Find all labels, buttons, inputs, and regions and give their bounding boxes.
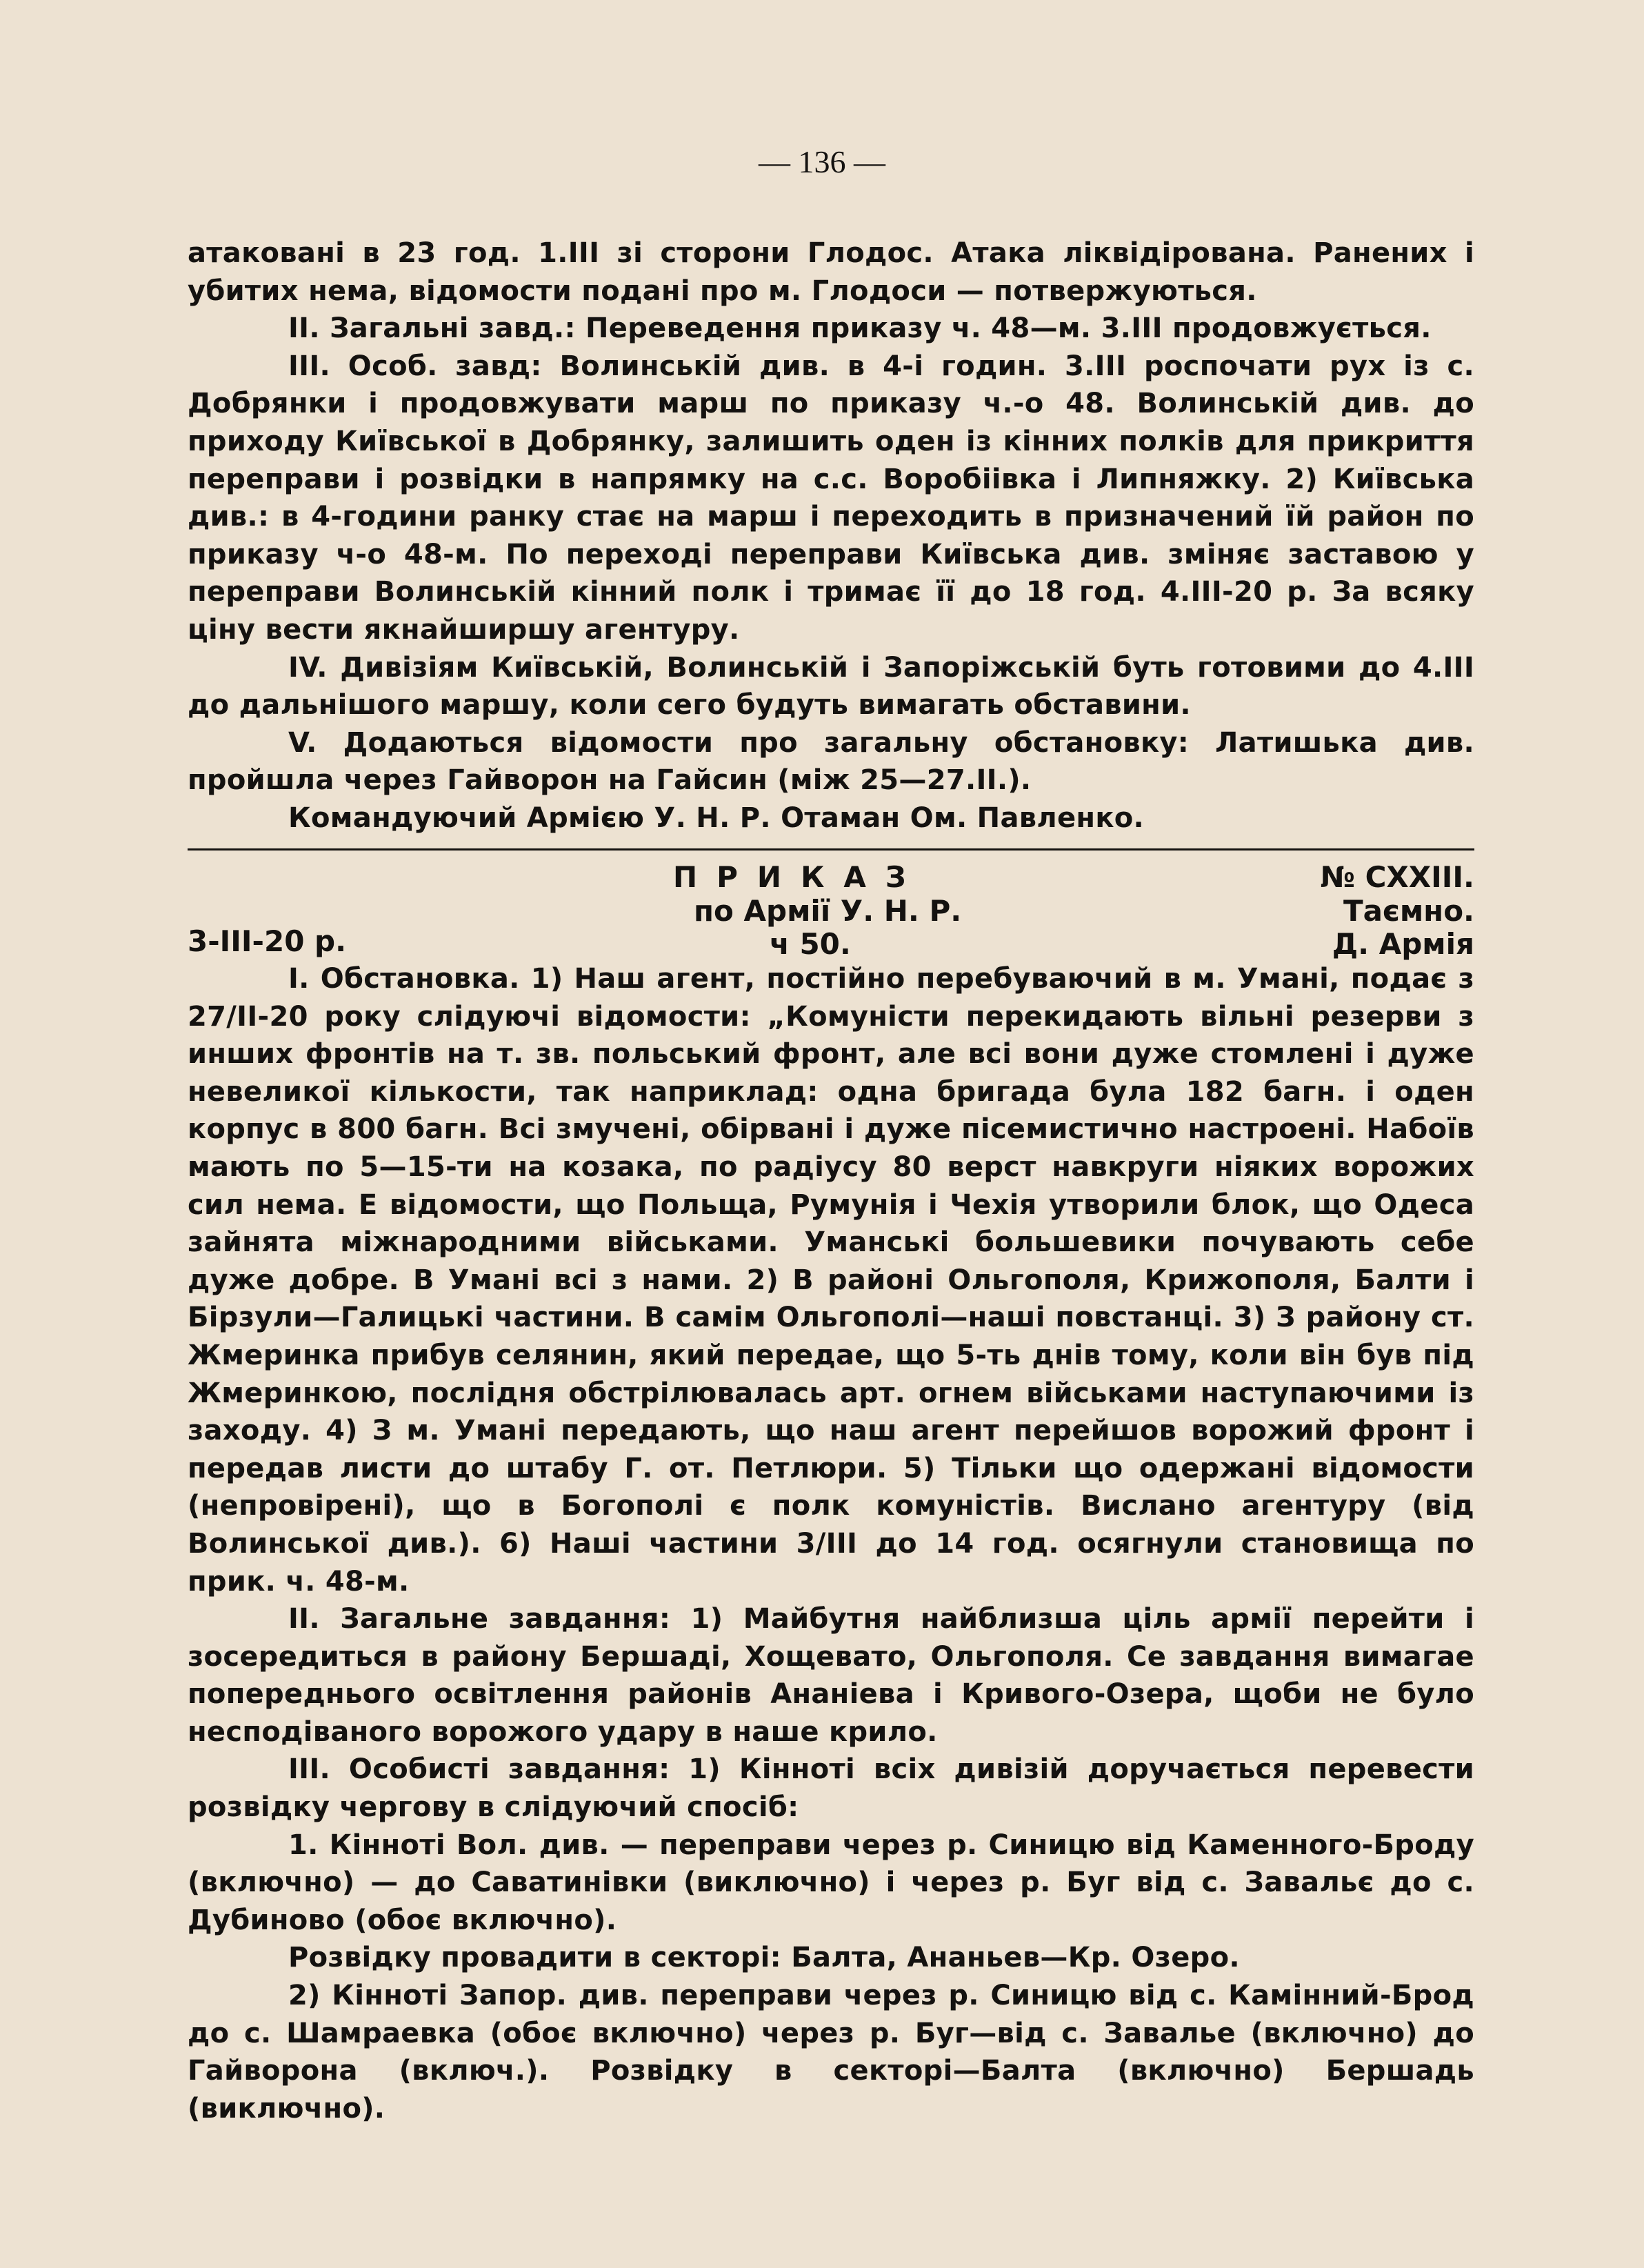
paragraph: III. Особ. завд: Волинській див. в 4-і годин. 3.III роспочати рух із с. Добрянки і продовжувати марш по приказу ч.-о 48. Волинській див. до приходу Київської в Добрянку, залишить оден із кінних полків для прикриття переправи і розвідки в напрямку на с.с. Воробіівка і Липняжку. 2) Київська див.: в 4-години ранку стає на марш і переходить в призначений їй район по приказу ч-о 48-м. По переході переправи Київська див. зміняє заставою у переправи Волинській кінний полк і тримає її до 18 год. 4.III-20 р. За всяку ціну вести якнайширшу агентуру. bbox=[188, 350, 1474, 646]
paragraph: 1. Кінноті Вол. див. — переправи через р. Синицю від Каменного-Броду (включно) — до Саватинівки (виключно) і через р. Буг від с. Завальє до с. Дубиново (обоє включно). bbox=[188, 1829, 1474, 1936]
order-date: 3-III-20 р. bbox=[188, 924, 347, 958]
order-number-line: ч 50. bbox=[770, 927, 851, 961]
paragraph: II. Загальне завдання: 1) Майбутня найблизша ціль армії перейти і зосередиться в району Бершаді, Хощевато, Ольгополя. Се завдання вимагае попереднього освітлення районів Ананіева і Кривого-Озера, щоби не було несподіваного ворожого удару в наше крило. bbox=[188, 1603, 1474, 1748]
divider-rule bbox=[188, 848, 1474, 850]
paragraph: атаковані в 23 год. 1.III зі сторони Глодос. Атака ліквідірована. Ранених і убитих нема, відомости подані про м. Глодоси — потвержуються. bbox=[188, 237, 1474, 307]
paragraph: 2) Кінноті Запор. див. переправи через р. Синицю від с. Камінний-Брод до с. Шамраевка (обоє включно) через р. Буг—від с. Завалье (включно) до Гайворона (включ.). Розвідку в секторі—Балта (включно) Бершадь (виключно). bbox=[188, 1980, 1474, 2125]
order-subtitle: по Армії У. Н. Р. bbox=[694, 894, 962, 928]
paragraph: III. Особисті завдання: 1) Кінноті всіх дивізій доручається перевести розвідку чергову в слідуючий спосіб: bbox=[188, 1753, 1474, 1824]
paragraph: Розвідку провадити в секторі: Балта, Ананьев—Кр. Озеро. bbox=[288, 1942, 1240, 1974]
text-block-top bbox=[188, 235, 1474, 837]
secrecy-mark: Таємно. bbox=[1343, 894, 1474, 928]
paragraph: I. Обстановка. 1) Наш агент, постійно перебуваючий в м. Умані, подає з 27/II-20 року слідуючі відомости: „Комуністи перекидають вільні резерви з инших фронтів на т. зв. польський фронт, але всі вони дуже стомлені і дуже невеликої кількости, так наприклад: одна бригада була 182 багн. і оден корпус в 800 багн. Всі змучені, обірвані і дуже пісемистично настроені. Набоїв мають по 5—15-ти на козака, по радіусу 80 верст навкруги ніяких ворожих сил нема. Е відомости, що Польща, Румунія і Чехія утворили блок, що Одеса зайнята міжнародними військами. Уманські большевики почувають себе дуже добре. В Умані всі з нами. 2) В районі Ольгополя, Крижополя, Балти і Бірзули—Галицькі частини. В самім Ольгополі—наші повстанці. 3) З району ст. Жмеринка прибув селянин, який передае, що 5-ть днів тому, коли він був під Жмеринкою, послідня обстрілювалась арт. огнем військами наступаючими із заходу. 4) З м. Умані передають, що наш агент перейшов ворожий фронт і передав листи до штабу Г. от. Петлюри. 5) Тільки що одержані відомости (непровірені), що в Богополі є полк комуністів. Вислано агентуру (від Волинської див.). 6) Наші частини 3/III до 14 год. осягнули становища по прик. ч. 48-м. bbox=[188, 963, 1474, 1598]
page-number: — 136 — bbox=[759, 144, 885, 179]
order-title: ПРИКАЗ bbox=[673, 860, 925, 894]
location: Д. Армія bbox=[1332, 927, 1474, 961]
signature: Командуючий Армією У. Н. Р. Отаман Ом. Павленко. bbox=[288, 802, 1145, 834]
text-block-bottom bbox=[188, 960, 1474, 2127]
order-number: № CXXIII. bbox=[1320, 860, 1474, 894]
paragraph: II. Загальні завд.: Переведення приказу ч. 48—м. 3.III продовжується. bbox=[288, 312, 1432, 345]
paragraph: IV. Дивізіям Київській, Волинській і Запоріжській буть готовими до 4.III до дальнішого маршу, коли сего будуть вимагать обставини. bbox=[188, 651, 1474, 722]
paragraph: V. Додаються відомости про загальну обстановку: Латишька див. пройшла через Гайворон на Гайсин (між 25—27.II.). bbox=[188, 726, 1474, 797]
